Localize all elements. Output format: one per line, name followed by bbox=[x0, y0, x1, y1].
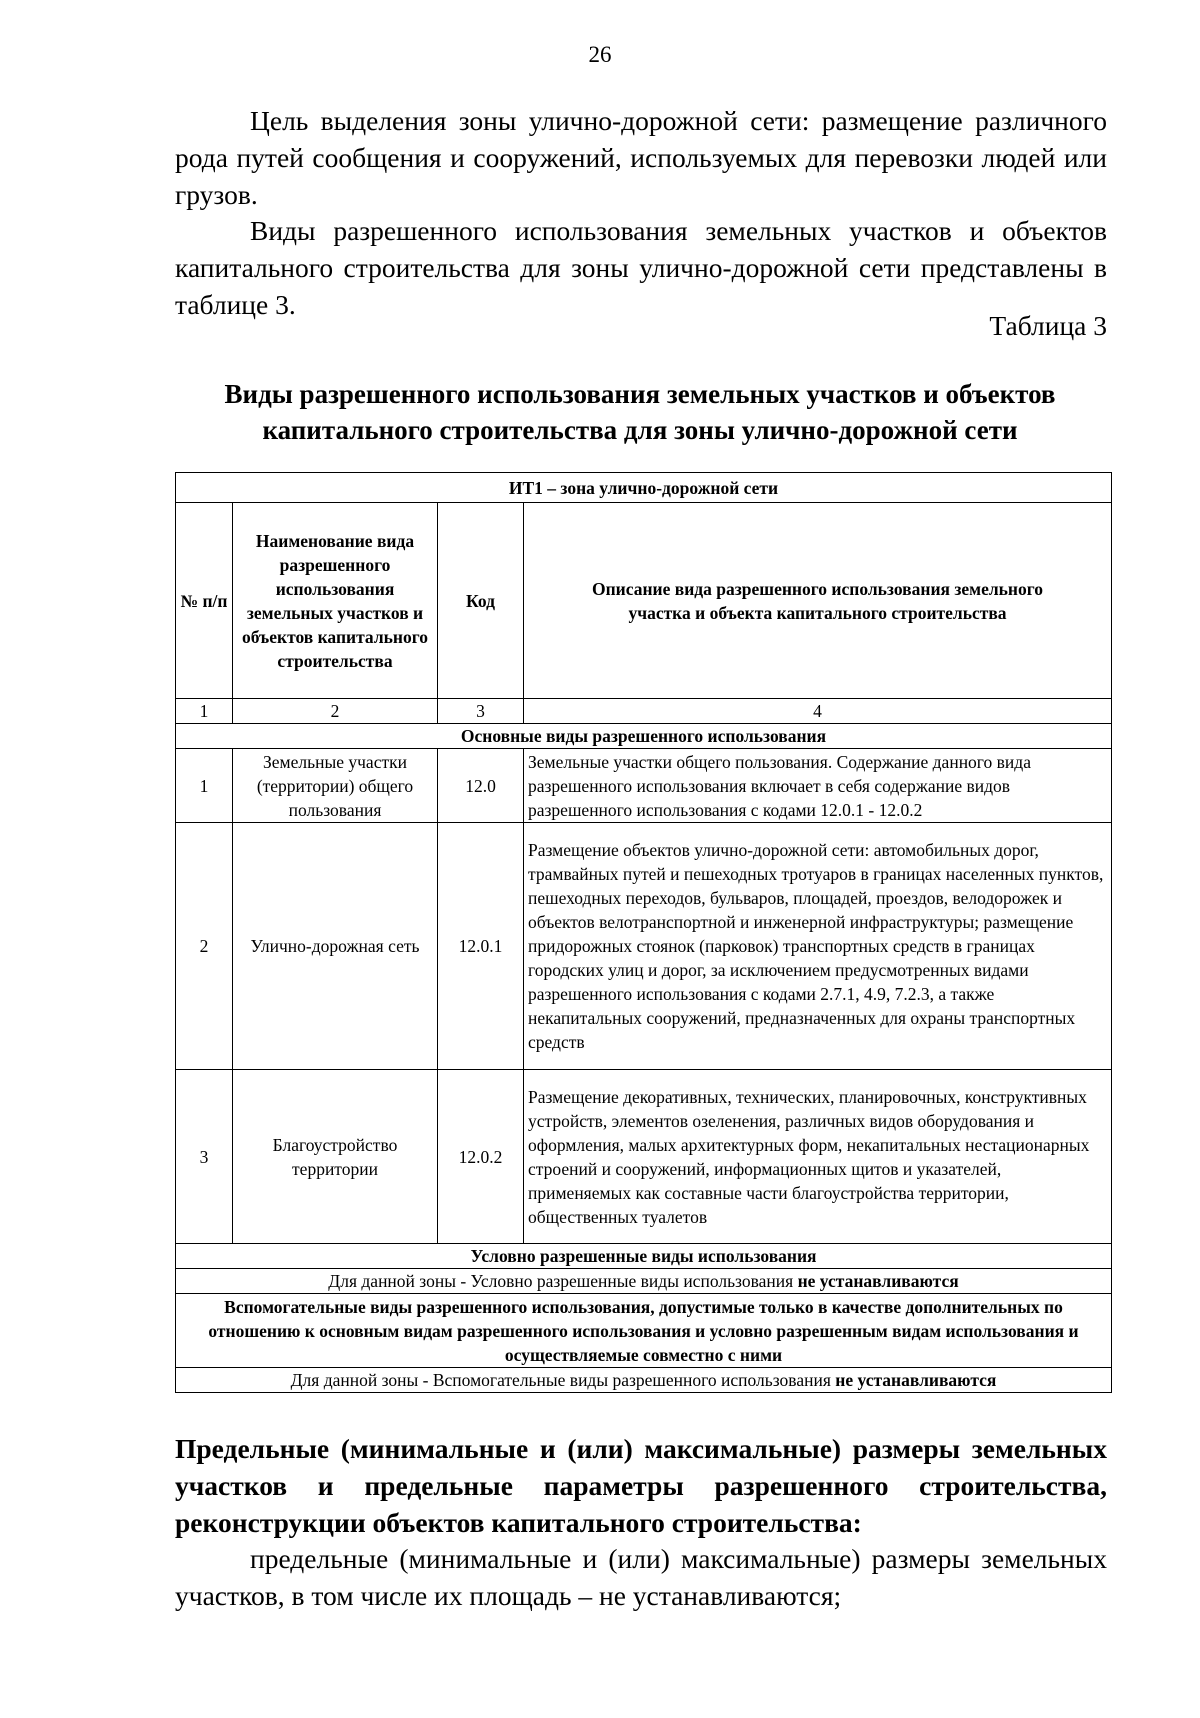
table-row bbox=[176, 749, 1112, 823]
zone-header-row bbox=[176, 473, 1112, 503]
row-num: 2 bbox=[176, 823, 233, 1070]
col-header-name: Наименование вида разрешенного использования земельных участков и объектов капитального строительства bbox=[233, 503, 438, 699]
limits-heading: Предельные (минимальные и (или) максимальные) размеры земельных участков и предельные параметры разрешенного строительства, реконструкции объектов капитального строительства: bbox=[175, 1433, 1107, 1538]
row-description: Размещение декоративных, технических, планировочных, конструктивных устройств, элементов озеленения, различных видов оборудования и оформления, малых архитектурных форм, некапитальных нестационарных строений и сооружений, информационных щитов и указателей, применяемых как составные части благоустройства территории, общественных туалетов bbox=[524, 1070, 1112, 1244]
col-header-code: Код bbox=[438, 503, 524, 699]
row-code: 12.0.1 bbox=[438, 823, 524, 1070]
col-header-num: № п/п bbox=[176, 503, 233, 699]
permitted-uses-table bbox=[175, 472, 1112, 1393]
row-description: Земельные участки общего пользования. Содержание данного вида разрешенного использования включает в себя содержание видов разрешенного использования с кодами 12.0.1 - 12.0.2 bbox=[524, 749, 1112, 823]
table-title-line-2: капитального строительства для зоны улично-дорожной сети bbox=[262, 415, 1018, 445]
column-numbers-row bbox=[176, 699, 1112, 724]
row-num: 1 bbox=[176, 749, 233, 823]
col-number-1: 1 bbox=[176, 699, 233, 724]
col-number-3: 3 bbox=[438, 699, 524, 724]
row-description: Размещение объектов улично-дорожной сети: автомобильных дорог, трамвайных путей и пешеходных тротуаров в границах населенных пунктов, пешеходных переходов, бульваров, площадей, проездов, велодорожек и объектов велотранспортной и инженерной инфраструктуры; размещение придорожных стоянок (парковок) транспортных средств в границах городских улиц и дорог, за исключением предусмотренных видами разрешенного использования с кодами 2.7.1, 4.9, 7.2.3, а также некапитальных сооружений, предназначенных для охраны транспортных средств bbox=[524, 823, 1112, 1070]
limits-paragraph: предельные (минимальные и (или) максимальные) размеры земельных участков, в том числе их площадь – не устанавливаются; bbox=[175, 1543, 1107, 1611]
page-number: 26 bbox=[588, 42, 612, 67]
table-caption: Таблица 3 bbox=[989, 310, 1107, 341]
auxiliary-uses-header: Вспомогательные виды разрешенного использования, допустимые только в качестве дополнительных по отношению к основным видам разрешенного использования и условно разрешенным видам использования и осуществляемые совместно с ними bbox=[176, 1294, 1112, 1368]
main-uses-header: Основные виды разрешенного использования bbox=[176, 724, 1112, 749]
zone-header: ИТ1 – зона улично-дорожной сети bbox=[176, 473, 1112, 503]
row-name: Благоустройство территории bbox=[233, 1070, 438, 1244]
conditional-uses-header: Условно разрешенные виды использования bbox=[176, 1244, 1112, 1269]
conditional-uses-note-row bbox=[176, 1269, 1112, 1294]
auxiliary-uses-header-row bbox=[176, 1294, 1112, 1368]
row-name: Улично-дорожная сеть bbox=[233, 823, 438, 1070]
col-header-description: Описание вида разрешенного использования земельного участка и объекта капитального строительства bbox=[524, 503, 1112, 699]
table-reference-paragraph: Виды разрешенного использования земельных участков и объектов капитального строительства для зоны улично-дорожной сети представлены в таблице 3. bbox=[175, 215, 1107, 320]
row-code: 12.0.2 bbox=[438, 1070, 524, 1244]
conditional-uses-note: Для данной зоны - Условно разрешенные виды использования не устанавливаются bbox=[176, 1269, 1112, 1294]
row-name: Земельные участки (территории) общего пользования bbox=[233, 749, 438, 823]
main-uses-header-row bbox=[176, 724, 1112, 749]
table-title bbox=[160, 376, 1120, 448]
table-title-line-1: Виды разрешенного использования земельных участков и объектов bbox=[224, 379, 1056, 409]
auxiliary-uses-note: Для данной зоны - Вспомогательные виды разрешенного использования не устанавливаются bbox=[176, 1368, 1112, 1393]
zone-purpose-paragraph: Цель выделения зоны улично-дорожной сети: размещение различного рода путей сообщения и сооружений, используемых для перевозки людей или грузов. bbox=[175, 105, 1107, 210]
table-row bbox=[176, 823, 1112, 1070]
conditional-uses-header-row bbox=[176, 1244, 1112, 1269]
row-code: 12.0 bbox=[438, 749, 524, 823]
col-number-2: 2 bbox=[233, 699, 438, 724]
table-row bbox=[176, 1070, 1112, 1244]
col-number-4: 4 bbox=[524, 699, 1112, 724]
auxiliary-uses-note-row bbox=[176, 1368, 1112, 1393]
row-num: 3 bbox=[176, 1070, 233, 1244]
column-header-row bbox=[176, 503, 1112, 699]
